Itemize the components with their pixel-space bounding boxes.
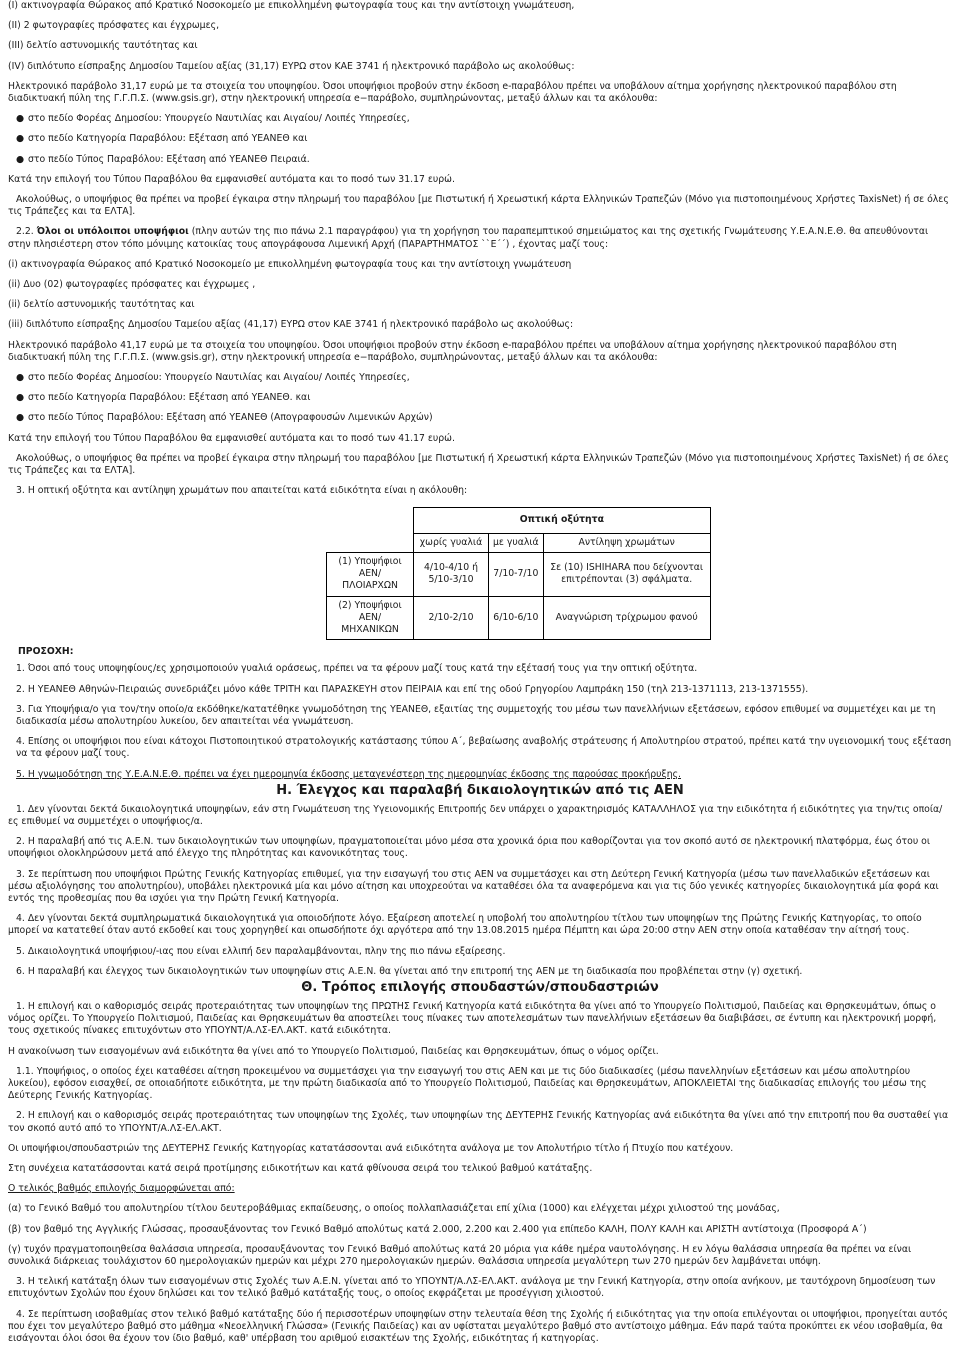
doc-paragraph: 1. Δεν γίνονται δεκτά δικαιολογητικά υποψηφίων, εάν στη Γνωμάτευση της Υγειονομικής Επιτροπής δεν υπάρχει ο χαρακτηρισμός ΚΑΤΑΛΛΗΛΟΣ για την ειδικότητα ή ειδικότητες για την/τις οποία/ες επιθυμεί να συμμετέχει ο υποψήφιος/α. [8, 803, 943, 827]
bullet-item: ● στο πεδίο Τύπος Παραβόλου: Εξέταση από ΥΕΑΝΕΘ (Απογραφουσών Λιμενικών Αρχών) [16, 412, 433, 424]
doc-item: (α) το Γενικό Βαθμό του απολυτηρίου τίτλου δευτεροβάθμιας εκπαίδευσης, ο οποίος πολλαπλασιάζεται επί χίλια (1000) και ελέγχεται μέχρι χιλιοστού της μονάδας, [8, 1203, 780, 1215]
doc-paragraph: 2. Η επιλογή και ο καθορισμός σειράς προτεραιότητας των υποψηφίων της Σχολές, των υποψηφίων της ΔΕΥΤΕΡΗΣ Γενικής Κατηγορίας ανά ειδικότητα θα γίνει από την επιτροπή που θα συσταθεί για τον σκοπό αυτό από το ΥΠΟΥΝΤ/Α.ΛΣ-ΕΛ.ΑΚΤ. [8, 1110, 949, 1134]
column-header: χωρίς γυαλιά [414, 533, 489, 552]
row-label: (1) Υποψήφιοι ΑΕΝ/ΠΛΟΙΑΡΧΩΝ [327, 552, 414, 596]
table-cell: Σε (10) ISHIHARA που δείχνονται επιτρέπονται (3) σφάλματα. [543, 552, 710, 596]
doc-item: (γ) τυχόν πραγματοποιηθείσα θαλάσσια υπηρεσία, προσαυξάνοντας τον Γενικό Βαθμό απολύτως κατά 20 μόρια για κάθε ημέρα ναυτολόγησης. Η εν λόγω θαλάσσια υπηρεσία θα πρέπει να είναι συνολικά διάρκειας τουλάχιστον 60 ημερολογιακών ημερών και μέχρι 270 ημερολογιακών ημερών. Θαλάσσια υπηρεσία μεγαλύτερη των 270 ημερών δεν λαμβάνεται υπόψη. [8, 1243, 912, 1268]
bullet-item: ● στο πεδίο Κατηγορία Παραβόλου: Εξέταση από ΥΕΑΝΕΘ. και [16, 392, 311, 404]
notes-title: ΠΡΟΣΟΧΗ: [18, 646, 74, 658]
column-header: με γυαλιά [489, 533, 544, 552]
table-cell: 7/10-7/10 [489, 552, 544, 596]
vision-table [326, 507, 711, 640]
doc-paragraph: Ηλεκτρονικό παράβολο 31,17 ευρώ με τα στοιχεία του υποψηφίου. Όσοι υποψήφιοι προβούν στην έκδοση e-παραβόλου πρέπει να υποβάλουν αίτημα χορήγησης ηλεκτρονικού παραβόλου στη διαδικτυακή πύλη της Γ.Γ.Π.Σ. (www.gsis.gr), στην ηλεκτρονική υπηρεσία e−παράβολο, συμπληρώνοντας, μεταξύ άλλων και τα ακόλουθα: [8, 80, 897, 105]
paragraph-text: (πλην αυτών της πιο πάνω 2.1 παραγράφου) για τη χορήγηση του παραπεμπτικού σημειώματος και της σχετικής Γνωμάτευσης Υ.Ε.Α.Ν.Ε.Θ. θα απευθύνονται στην πλησιέστερη στον τόπο μόνιμης κατοικίας τους απογράφουσα Λιμενική Αρχή (ΠΑΡΑΡΤΗΜΑΤΟΣ ``Ε΄΄) , έχοντας μαζί τους: [8, 226, 929, 250]
table-cell [327, 508, 414, 533]
doc-item: (ΙΙΙ) δελτίο αστυνομικής ταυτότητας και [8, 40, 198, 52]
doc-paragraph: 1.1. Υποψήφιος, ο οποίος έχει καταθέσει αίτηση προκειμένου να συμμετάσχει για την εισαγωγή του στις ΑΕΝ και με τις δύο διαδικασίες (μέσω πανελληνίων εξετάσεων και μέσω απολυτηρίου λυκείου), εφόσον εισαχθεί, σε οποιαδήποτε ειδικότητα, με την πρώτη διαδικασία από το Υπουργείο Πολιτισμού, Παιδείας και Θρησκευμάτων, ΑΠΟΚΛΕΙΕΤΑΙ της διαδικασίας επιλογής του μέσω της Δεύτερης Γενικής Κατηγορίας. [8, 1065, 927, 1102]
doc-paragraph: 4. Δεν γίνονται δεκτά συμπληρωματικά δικαιολογητικά για οποιοδήποτε λόγο. Εξαίρεση αποτελεί η υποβολή του απολυτηρίου τίτλου των υποψηφίων της Πρώτης Γενικής Κατηγορίας, το οποίο μπορεί να κατατεθεί όταν αυτό εκδοθεί και τους χορηγηθεί και οπωσδήποτε όχι αργότερα από την 13.08.2015 ημέρα Πέμπτη και ώρα 20:00 στην ΑΕΝ στην οποία καταθέσαν την αίτησή τους. [8, 913, 922, 937]
doc-paragraph: Η ανακοίνωση των εισαγομένων ανά ειδικότητα θα γίνει από το Υπουργείο Πολιτισμού, Παιδείας και Θρησκευμάτων, όπως ο νόμος ορίζει. [8, 1045, 659, 1057]
doc-paragraph: 4. Σε περίπτωση ισοβαθμίας στον τελικό βαθμό κατάταξης δύο ή περισσοτέρων υποψηφίων στην τελευταία θέση της Σχολής ή ειδικότητας για την οποία επιλέγονται οι υποψήφιοι, προηγείται αυτός που έχει τον μεγαλύτερο βαθμό στο μάθημα «Νεοελληνική Γλώσσα» (Γενικής Παιδείας) και αν υφίσταται μεγαλύτερο βαθμό στο αντίστοιχο μάθημα. Εάν παρά ταύτα προκύπτει εκ νέου ισοβαθμία, θα εισάγονται όλοι όσοι θα έχουν τον ίδιο βαθμό, καθ' υπέρβαση του αριθμού εισακτέων της Σχολής, ειδικότητας ή κατηγορίας. [8, 1308, 948, 1345]
column-header: Αντίληψη χρωμάτων [543, 533, 710, 552]
table-row [327, 596, 711, 640]
doc-paragraph: 3. Η οπτική οξύτητα και αντίληψη χρωμάτων που απαιτείται κατά ειδικότητα είναι η ακόλουθη: [16, 485, 468, 497]
note-item: 2. Η ΥΕΑΝΕΘ Αθηνών-Πειραιώς συνεδριάζει μόνο κάθε ΤΡΙΤΗ και ΠΑΡΑΣΚΕΥΗ στον ΠΕΙΡΑΙΑ και επί της οδού Γρηγορίου Λαμπράκη 150 (τηλ 213-1371113, 213-1371555). [16, 683, 809, 695]
bullet-item: ● στο πεδίο Φορέας Δημοσίου: Υπουργείο Ναυτιλίας και Αιγαίου/ Λοιπές Υπηρεσίες, [16, 113, 410, 125]
bullet-icon: ● [16, 153, 25, 165]
doc-paragraph: 2. Η παραλαβή από τις Α.Ε.Ν. των δικαιολογητικών των υποψηφίων, πραγματοποιείται μόνο μέσα στα χρονικά όρια που καθορίζονται για τον σκοπό αυτό σε ηλεκτρονική πλατφόρμα, έως ότου οι υποψήφιοι ολοκληρώσουν μετά από έλεγχο της πληρότητας και κανονικότητας τους. [8, 836, 931, 860]
bullet-item: ● στο πεδίο Τύπος Παραβόλου: Εξέταση από ΥΕΑΝΕΘ Πειραιά. [16, 153, 310, 165]
doc-paragraph: Ηλεκτρονικό παράβολο 41,17 ευρώ με τα στοιχεία του υποψηφίου. Όσοι υποψήφιοι προβούν στην έκδοση e-παραβόλου πρέπει να υποβάλουν αίτημα χορήγησης ηλεκτρονικού παραβόλου στη διαδικτυακή πύλη της Γ.Γ.Π.Σ. (www.gsis.gr), στην ηλεκτρονική υπηρεσία e−παράβολο, συμπληρώνοντας, μεταξύ άλλων και τα ακόλουθα: [8, 339, 897, 363]
bullet-list [8, 372, 952, 425]
table-cell: Αναγνώριση τρίχρωμου φανού [543, 596, 710, 640]
note-item: 3. Για Υποψήφια/ο για τον/την οποίο/α εκδόθηκε/κατατέθηκε γνωμοδότηση της ΥΕΑΝΕΘ, εξαιτίας της συμμετοχής του μέσω των πανελλήνιων εξετάσεων, εφόσον επιθυμεί να συμμετέχει και με τη διαδικασία μέσω απολυτηρίου λυκείου, δεν απαιτείται νέα γνωμάτευση. [16, 703, 936, 727]
doc-item: (β) τον βαθμό της Αγγλικής Γλώσσας, προσαυξάνοντας τον Γενικό Βαθμό απολύτως κατά 2.000, 2.200 και 2.400 για επίπεδο ΚΑΛΗ, ΠΟΛΥ ΚΑΛΗ και ΑΡΙΣΤΗ αντίστοιχα (Προσφορά Α΄) [8, 1223, 867, 1235]
doc-paragraph: Κατά την επιλογή του Τύπου Παραβόλου θα εμφανισθεί αυτόματα και το ποσό των 41.17 ευρώ. [8, 432, 455, 444]
table-row [327, 552, 711, 596]
bullet-icon: ● [16, 113, 25, 125]
doc-paragraph: 5. Δικαιολογητικά υποψήφιου/-ιας που είναι ελλιπή δεν παραλαμβάνονται, πλην της πιο πάνω εξαίρεσης. [16, 945, 506, 957]
doc-item: (ii) Δυο (02) φωτογραφίες πρόσφατες και έγχρωμες , [8, 279, 256, 291]
table-caption: Οπτική οξύτητα [414, 508, 711, 533]
doc-paragraph: 3. Σε περίπτωση που υποψήφιοι Πρώτης Γενικής Κατηγορίας επιθυμεί, για την εισαγωγή του στις ΑΕΝ να συμμετάσχει και στη Δεύτερη Γενική Κατηγορία (μέσω των πανελλαδικών εξετάσεων και μέσω αξιολόγησης του απολυτηρίου), υποβάλει ηλεκτρονικά μία και μόνο αίτηση και υποχρεούται να καταθέσει όλα τα αναφερόμενα και για τις δύο γενικές κατηγορίες δικαιολογητικά μία φορά και εντός της προθεσμίας που θα ισχύει για την Πρώτη Γενική Κατηγορία. [8, 868, 939, 904]
bullet-item: ● στο πεδίο Φορέας Δημοσίου: Υπουργείο Ναυτιλίας και Αιγαίου/ Λοιπές Υπηρεσίες, [16, 372, 410, 384]
doc-paragraph: Κατά την επιλογή του Τύπου Παραβόλου θα εμφανισθεί αυτόματα και το ποσό των 31.17 ευρώ. [8, 173, 455, 185]
table-row [327, 533, 711, 552]
note-item: 5. Η γνωμοδότηση της Υ.Ε.Α.Ν.Ε.Θ. πρέπει να έχει ημερομηνία έκδοσης μεταγενέστερη της ημερομηνίας έκδοσης της παρούσας προκήρυξης. [16, 768, 681, 780]
doc-paragraph: Στη συνέχεια κατατάσσονται κατά σειρά προτίμησης ειδικοτήτων και κατά φθίνουσα σειρά του τελικού βαθμού κατάταξης. [8, 1163, 593, 1174]
doc-paragraph: Ακολούθως, ο υποψήφιος θα πρέπει να προβεί έγκαιρα στην πληρωμή του παραβόλου [με Πιστωτική ή Χρεωστική κάρτα Ελληνικών Τραπεζών (Μόνο για πιστοποιημένους Χρήστες TaxisNet) ή σε όλες τις Τράπεζες και τα ΕΛΤΑ]. [8, 452, 949, 477]
vision-table-wrapper [326, 507, 952, 640]
doc-item: (ii) δελτίο αστυνομικής ταυτότητας και [8, 299, 195, 311]
paragraph-number: 2.2. [16, 226, 34, 238]
bullet-icon: ● [16, 392, 25, 404]
doc-subheading: Ο τελικός βαθμός επιλογής διαμορφώνεται από: [8, 1183, 235, 1195]
doc-paragraph: 1. Η επιλογή και ο καθορισμός σειράς προτεραιότητας των υποψηφίων της ΠΡΩΤΗΣ Γενική Κατηγορία κατά ειδικότητα θα γίνει από το Υπουργείο Πολιτισμού, Παιδείας και Θρησκευμάτων, όπως ο νόμος ορίζει. Το Υπουργείο Πολιτισμού, Παιδείας και Θρησκευμάτων θα αποστείλει τους πίνακες των αποτελεσμάτων των πανελλήνιων εξετάσεων θα διαβιβάσει, σε έντυπη και ηλεκτρονική μορφή, τους σχετικούς πίνακες επιτυχόντων στο ΥΠΟΥΝΤ/Α.ΛΣ-ΕΛ.ΑΚΤ. κατά ειδικότητα. [8, 1000, 937, 1037]
table-cell: 2/10-2/10 [414, 596, 489, 640]
doc-paragraph: 3. Η τελική κατάταξη όλων των εισαγομένων στις Σχολές των Α.Ε.Ν. γίνεται από το ΥΠΟΥΝΤ/Α.ΛΣ-ΕΛ.ΑΚΤ. ανάλογα με την Γενική Κατηγορία, στην οποία ανήκουν, με ταυτόχρονη δημοσίευση των επιτυχόντων Σχολών που έχουν δηλώσει και τον τελικό βαθμό κατάταξής τους, ο οποίος εκφράζεται με προσέγγιση χιλιοστού. [8, 1276, 936, 1300]
doc-paragraph [8, 226, 952, 250]
doc-item: (Ι) ακτινογραφία Θώρακος από Κρατικό Νοσοκομείο με επικολλημένη φωτογραφία τους και την αντίστοιχη γνωμάτευση, [8, 0, 575, 11]
row-label: (2) Υποψήφιοι ΑΕΝ/ΜΗΧΑΝΙΚΩΝ [327, 596, 414, 640]
doc-item: (ΙV) διπλότυπο είσπραξης Δημοσίου Ταμείου αξίας (31,17) ΕΥΡΩ στον ΚΑΕ 3741 ή ηλεκτρονικό παράβολο ως ακολούθως: [8, 60, 575, 72]
doc-paragraph: 6. Η παραλαβή και έλεγχος των δικαιολογητικών των υποψηφίων στις Α.Ε.Ν. θα γίνεται από την επιτροπή της ΑΕΝ με τη διαδικασία που προβλέπεται στην (γ) σχετική. [16, 965, 803, 977]
table-cell: 4/10-4/10 ή 5/10-3/10 [414, 552, 489, 596]
doc-item: (iii) διπλότυπο είσπραξης Δημοσίου Ταμείου αξίας (41,17) ΕΥΡΩ στον ΚΑΕ 3741 ή ηλεκτρονικό παράβολο ως ακολούθως: [8, 319, 574, 331]
bullet-item: ● στο πεδίο Κατηγορία Παραβόλου: Εξέταση από ΥΕΑΝΕΘ και [16, 133, 308, 145]
bullet-list [8, 113, 952, 166]
doc-paragraph: Οι υποψήφιοι/σπουδαστριών της ΔΕΥΤΕΡΗΣ Γενικής Κατηγορίας κατατάσσονται ανά ειδικότητα ανάλογα με τον Απολυτήριο τίτλο ή Πτυχίο που κατέχουν. [8, 1142, 734, 1154]
bullet-icon: ● [16, 372, 25, 384]
doc-item: (i) ακτινογραφία Θώρακος από Κρατικό Νοσοκομείο με επικολλημένη φωτογραφία τους και την αντίστοιχη γνωμάτευση [8, 258, 572, 270]
doc-item: (ΙΙ) 2 φωτογραφίες πρόσφατες και έγχρωμες, [8, 20, 220, 32]
table-row [327, 508, 711, 533]
section-heading: Θ. Τρόπος επιλογής σπουδαστών/σπουδαστριών [301, 979, 659, 995]
bold-phrase: Όλοι οι υπόλοιποι υποψήφιοι [36, 226, 189, 238]
table-cell: 6/10-6/10 [489, 596, 544, 640]
note-item: 4. Επίσης οι υποψήφιοι που είναι κάτοχοι Πιστοποιητικού στρατολογικής κατάστασης τύπου Α΄, βεβαίωσης αναβολής στράτευσης ή Απολυτηρίου στρατού, πρέπει κατά την υγειονομική τους εξέταση να τα φέρουν μαζί τους. [16, 736, 952, 760]
note-item: 1. Όσοι από τους υποψηφίους/ες χρησιμοποιούν γυαλιά οράσεως, πρέπει να τα φέρουν μαζί τους κατά την εξέτασή τους για την οπτική οξύτητα. [16, 663, 698, 675]
bullet-icon: ● [16, 412, 25, 424]
section-heading: Η. Έλεγχος και παραλαβή δικαιολογητικών από τις ΑΕΝ [276, 782, 684, 798]
table-cell [327, 533, 414, 552]
bullet-icon: ● [16, 133, 25, 145]
doc-paragraph: Ακολούθως, ο υποψήφιος θα πρέπει να προβεί έγκαιρα στην πληρωμή του παραβόλου [με Πιστωτική ή Χρεωστική κάρτα Ελληνικών Τραπεζών (Μόνο για πιστοποιημένους Χρήστες TaxisNet) ή σε όλες τις Τράπεζες και τα ΕΛΤΑ]. [8, 194, 949, 218]
